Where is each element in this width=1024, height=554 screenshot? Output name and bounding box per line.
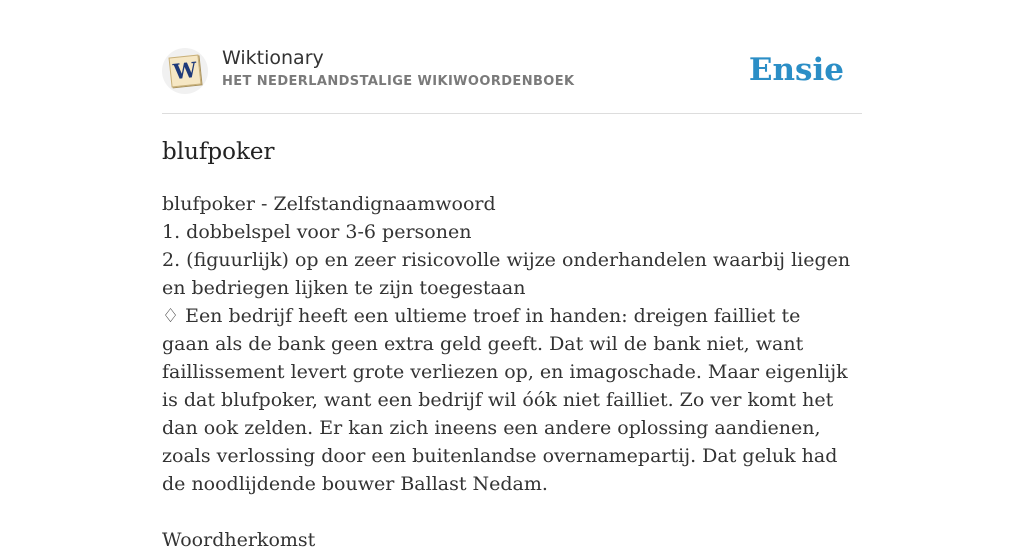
entry-headline: blufpoker - Zelfstandignaamwoord bbox=[162, 193, 496, 215]
spacer bbox=[162, 498, 852, 526]
entry-content bbox=[162, 190, 852, 554]
site-tagline: HET NEDERLANDSTALIGE WIKIWOORDENBOEK bbox=[222, 74, 575, 89]
logo-letter: W bbox=[171, 56, 198, 85]
logo-tile bbox=[169, 55, 202, 88]
wiktionary-logo-icon[interactable] bbox=[162, 48, 208, 94]
section-heading-etymology: Woordherkomst bbox=[162, 529, 316, 551]
header-divider bbox=[162, 113, 862, 114]
definition-1: 1. dobbelspel voor 3-6 personen bbox=[162, 221, 472, 243]
page-title: blufpoker bbox=[162, 139, 275, 165]
site-name[interactable]: Wiktionary bbox=[222, 47, 324, 69]
ensie-brand-link[interactable]: Ensie bbox=[748, 52, 844, 88]
site-header bbox=[162, 46, 862, 96]
definition-2: 2. (figuurlijk) op en zeer risicovolle wijze onderhandelen waarbij liegen en bedriegen lijken te zijn toegestaan bbox=[162, 249, 851, 299]
example-sentence: ♢ Een bedrijf heeft een ultieme troef in handen: dreigen failliet te gaan als de bank geen extra geld geeft. Dat wil de bank niet, want faillissement levert grote verliezen op, en imagoschade. Maar eigenlijk is dat blufpoker, want een bedrijf wil óók niet failliet. Zo ver komt het dan ook zelden. Er kan zich ineens een andere oplossing aandienen, zoals verlossing door een buitenlandse overnamepartij. Dat geluk had de noodlijdende bouwer Ballast Nedam. bbox=[162, 305, 848, 495]
